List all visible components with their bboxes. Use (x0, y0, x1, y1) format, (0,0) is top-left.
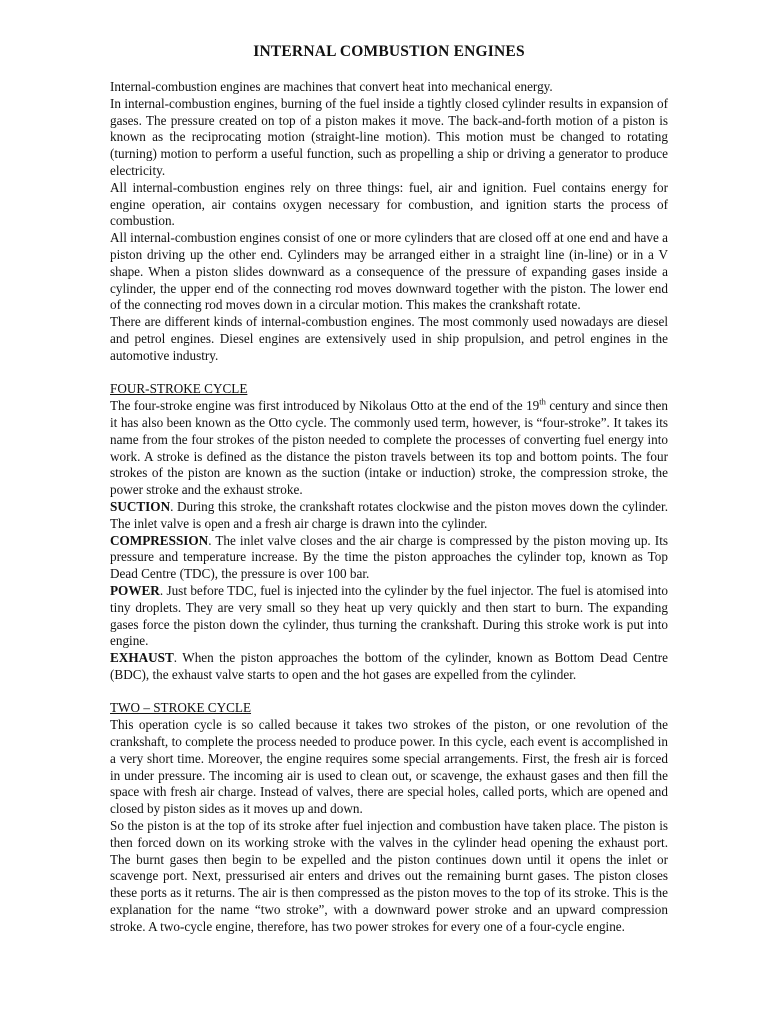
power-text: . Just before TDC, fuel is injected into the cylinder by the fuel injector. The fuel is atomised into tiny droplets. They are very small so they heat up very quickly and then start to burn. The expanding gases force the piston down the cylinder, thus turning the crankshaft. During this stroke work is put into engine. (110, 582, 668, 649)
intro-paragraph-2: In internal-combustion engines, burning of the fuel inside a tightly closed cylinder results in expansion of gases. The pressure created on top of a piston makes it move. The back-and-forth motion of a piston is known as the reciprocating motion (straight-line motion). This motion must be changed to rotating (turning) motion to perform a useful function, such as propelling a ship or driving a generator to produce electricity. (110, 95, 668, 178)
intro-paragraph-1: Internal-combustion engines are machines that convert heat into mechanical energy. (110, 79, 553, 94)
compression-text: . The inlet valve closes and the air charge is compressed by the piston moving up. Its pressure and temperature increase. By the time the piston approaches the cylinder top, known as Top Dead Centre (TDC), the pressure is over 100 bar. (110, 532, 668, 582)
document-title: INTERNAL COMBUSTION ENGINES (253, 43, 525, 60)
four-stroke-intro-end: century and since then it has also been known as the Otto cycle. The commonly used term, however, is “four-stroke”. It takes its name from the four strokes of the piston needed to complete the processes of converting fuel energy into work. A stroke is defined as the distance the piston travels between its top and bottom points. The four strokes of the piston are known as the suction (intake or induction) stroke, the compression stroke, the power stroke and the exhaust stroke. (110, 398, 668, 498)
exhaust-term: EXHAUST (110, 650, 174, 666)
section-spacer (110, 365, 668, 382)
two-stroke-heading-line (110, 700, 668, 717)
compression-term: COMPRESSION (110, 532, 209, 548)
four-stroke-intro (110, 398, 668, 499)
power-term: POWER (110, 582, 160, 598)
intro-paragraph-4: All internal-combustion engines consist of one or more cylinders that are closed off at one end and have a piston driving up the other end. Cylinders may be arranged either in a straight line (in-line) or in a V shape. When a piston slides downward as a consequence of the pressure of expanding gases inside a cylinder, the upper end of the connecting rod moves downward together with the piston. The lower end of the connecting rod moves down in a circular motion. This makes the crankshaft rotate. (110, 230, 668, 313)
suction-paragraph (110, 499, 668, 533)
exhaust-paragraph (110, 650, 668, 684)
exhaust-text: . When the piston approaches the bottom of the cylinder, known as Bottom Dead Centre (BDC), the exhaust valve starts to open and the hot gases are expelled from the cylinder. (110, 650, 668, 682)
two-stroke-heading: TWO – STROKE CYCLE (110, 700, 252, 716)
four-stroke-heading-line (110, 381, 668, 398)
power-paragraph (110, 583, 668, 650)
section-spacer (110, 684, 668, 701)
ordinal-superscript: th (539, 396, 546, 407)
compression-paragraph (110, 533, 668, 583)
four-stroke-heading: FOUR-STROKE CYCLE (110, 381, 248, 397)
two-stroke-paragraph-1: This operation cycle is so called because it takes two strokes of the piston, or one revolution of the crankshaft, to complete the process needed to produce power. In this cycle, each event is accomplished in a very short time. Moreover, the engine requires some special arrangements. First, the fresh air is forced in under pressure. The incoming air is used to clean out, or scavenge, the exhaust gases and then fill the space with fresh air charge. Instead of valves, there are special holes, called ports, which are opened and closed by piston sides as it moves up and down. (110, 717, 668, 817)
suction-term: SUCTION (110, 498, 171, 514)
intro-paragraph-3: All internal-combustion engines rely on three things: fuel, air and ignition. Fuel contains energy for engine operation, air contains oxygen necessary for combustion, and ignition starts the process of combustion. (110, 179, 668, 229)
two-stroke-paragraph-2: So the piston is at the top of its stroke after fuel injection and combustion have taken place. The piston is then forced down on its working stroke with the valves in the cylinder head opening the exhaust port. The burnt gases then begin to be expelled and the piston continues down until it opens the inlet or scavenge port. Next, pressurised air enters and drives out the remaining burnt gases. The piston closes these ports as it returns. The air is then compressed as the piston moves to the top of its stroke. This is the explanation for the name “two stroke”, with a downward power stroke and an upward compression stroke. A two-cycle engine, therefore, has two power strokes for every one of a four-cycle engine. (110, 818, 668, 934)
suction-text: . During this stroke, the crankshaft rotates clockwise and the piston moves down the cylinder. The inlet valve is open and a fresh air charge is drawn into the cylinder. (110, 498, 668, 531)
four-stroke-intro-start: The four-stroke engine was first introduced by Nikolaus Otto at the end of the 19 (110, 398, 540, 414)
intro-paragraph-5: There are different kinds of internal-combustion engines. The most commonly used nowadays are diesel and petrol engines. Diesel engines are extensively used in ship propulsion, and petrol engines in the automotive industry. (110, 314, 668, 363)
